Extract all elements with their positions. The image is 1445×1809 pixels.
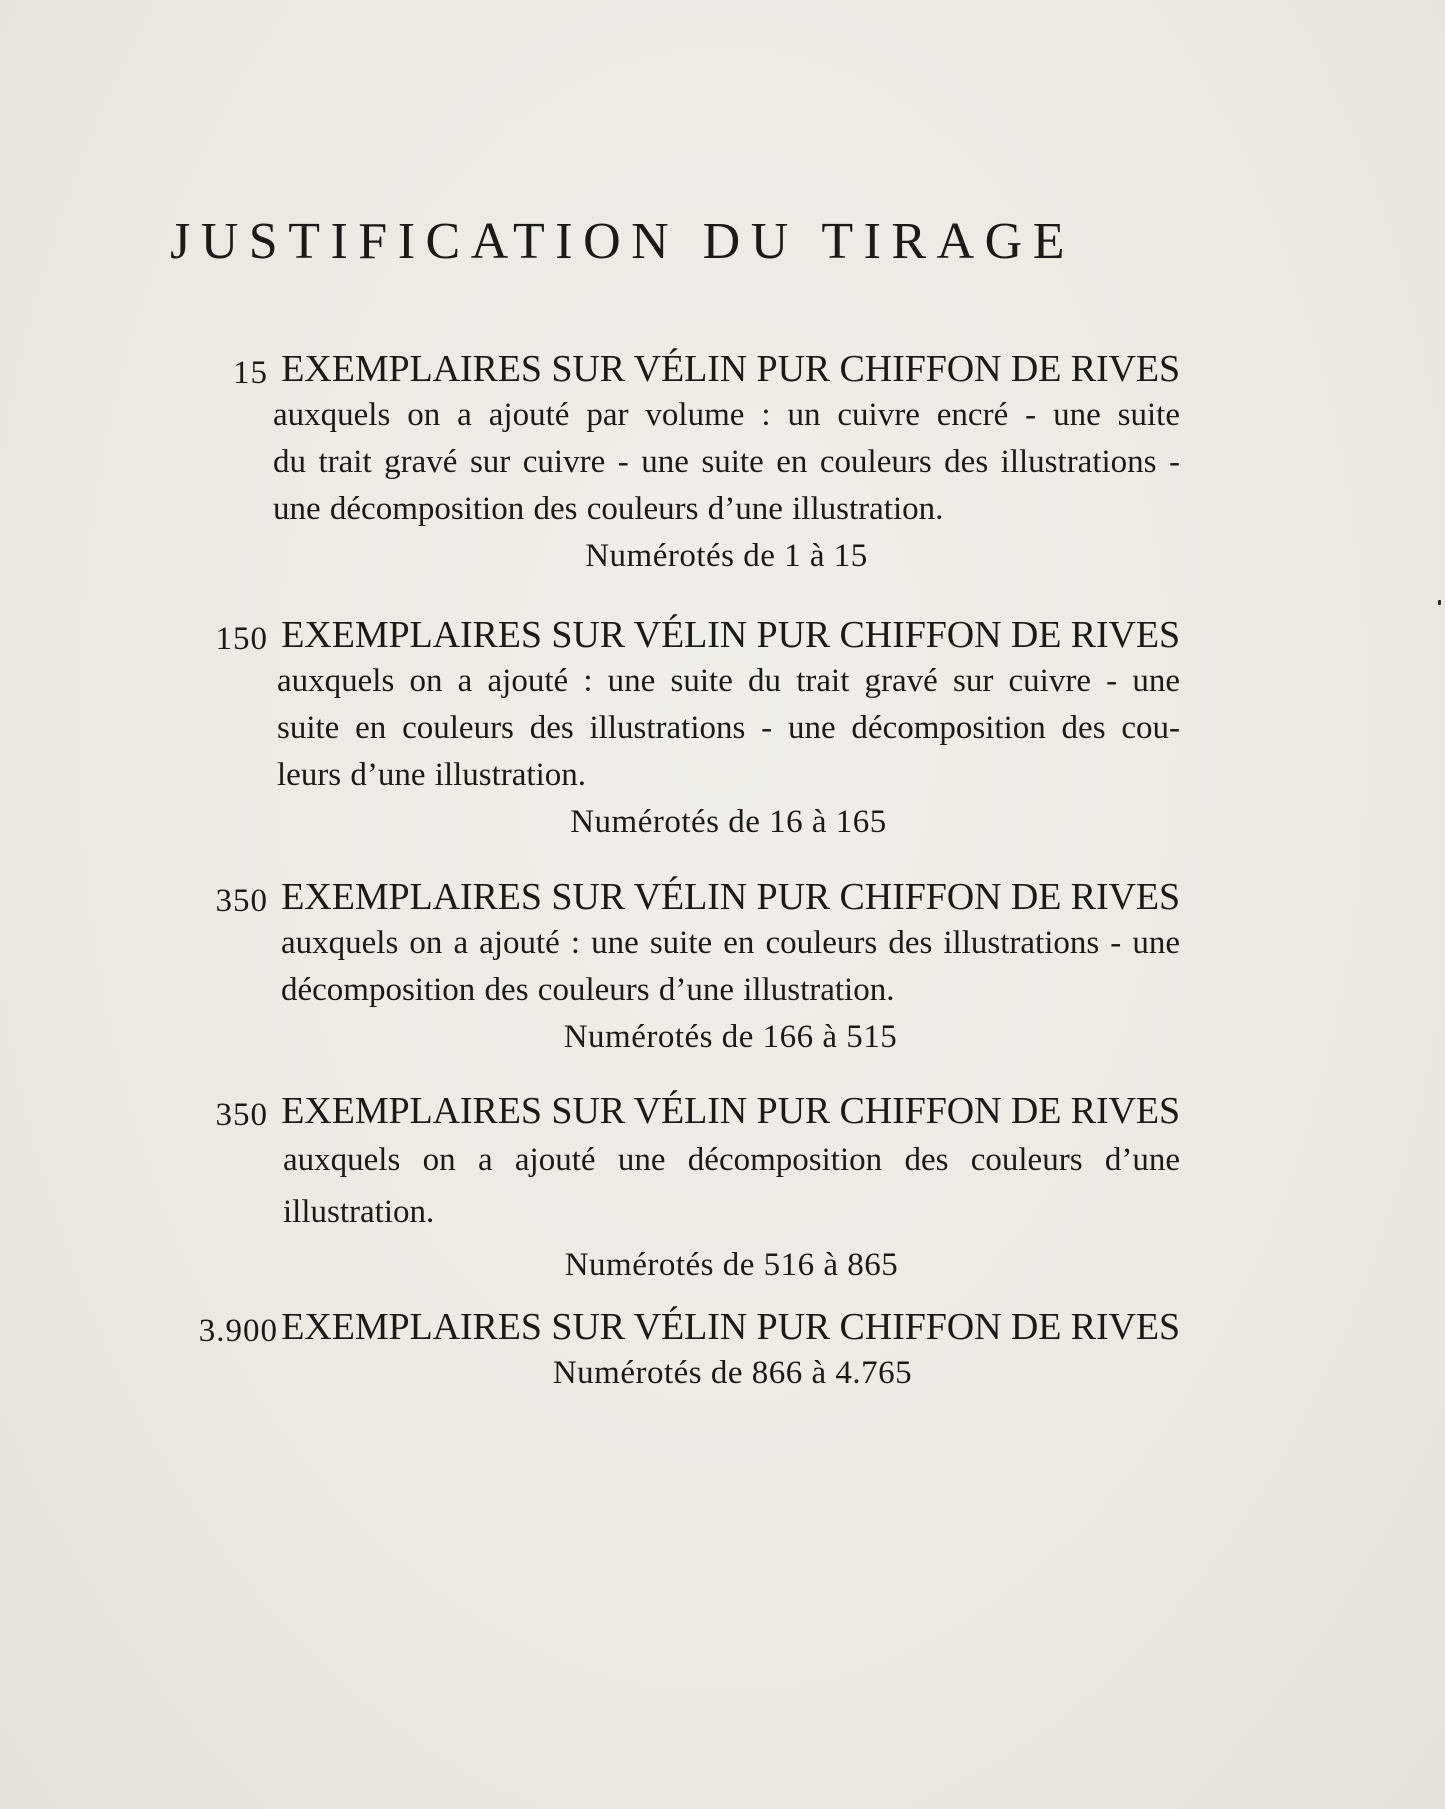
page-title: JUSTIFICATION DU TIRAGE [170,213,1075,270]
entry-description [281,920,1180,1014]
copy-count: 15 [233,355,268,391]
entry-heading-row [140,612,1180,658]
entry-heading-row [140,874,1180,920]
copy-count: 3.900 [198,1313,278,1349]
description-line: une décomposition des couleurs d’une illustration. [273,491,944,527]
entry-description [283,1134,1180,1238]
description-line: auxquels on a ajouté une décomposition des couleurs d’une [283,1142,1180,1178]
copy-count: 350 [215,883,268,919]
copy-count: 150 [215,621,268,657]
description-line: du trait gravé sur cuivre - une suite en couleurs des illustrations - [273,444,1180,480]
description-line: auxquels on a ajouté : une suite en couleurs des illustrations - une [281,925,1180,961]
edition-entry [140,346,1180,580]
entry-heading-row [140,346,1180,392]
description-line: illustration. [283,1194,435,1230]
description-line: auxquels on a ajouté par volume : un cuivre encré - une suite [273,397,1180,433]
edition-entry [140,874,1180,1061]
copy-count: 350 [215,1097,268,1133]
numbering-range: Numérotés de 1 à 15 [585,538,868,574]
entry-heading: EXEMPLAIRES SUR VÉLIN PUR CHIFFON DE RIVES [281,1306,1180,1348]
numbering-range: Numérotés de 166 à 515 [563,1019,898,1055]
numbering-range: Numérotés de 866 à 4.765 [552,1355,913,1391]
entry-heading: EXEMPLAIRES SUR VÉLIN PUR CHIFFON DE RIVES [281,348,1180,390]
edition-entry [140,1088,1180,1289]
entry-heading: EXEMPLAIRES SUR VÉLIN PUR CHIFFON DE RIVES [281,1090,1180,1132]
entry-heading: EXEMPLAIRES SUR VÉLIN PUR CHIFFON DE RIVES [281,876,1180,918]
entry-heading-row [140,1088,1180,1134]
entry-description [273,392,1180,533]
description-line: suite en couleurs des illustrations - une décomposition des cou- [277,710,1180,746]
edition-entry [140,1304,1180,1397]
entry-description [277,658,1180,799]
description-line: décomposition des couleurs d’une illustration. [281,972,895,1008]
entry-heading: EXEMPLAIRES SUR VÉLIN PUR CHIFFON DE RIVES [281,614,1180,656]
edition-entry [140,612,1180,846]
description-line: leurs d’une illustration. [277,757,587,793]
description-line: auxquels on a ajouté : une suite du trait gravé sur cuivre - une [277,663,1180,699]
paper-speck [1438,600,1441,605]
entry-heading-row [140,1304,1180,1350]
numbering-range: Numérotés de 516 à 865 [564,1247,899,1283]
numbering-range: Numérotés de 16 à 165 [570,804,887,840]
